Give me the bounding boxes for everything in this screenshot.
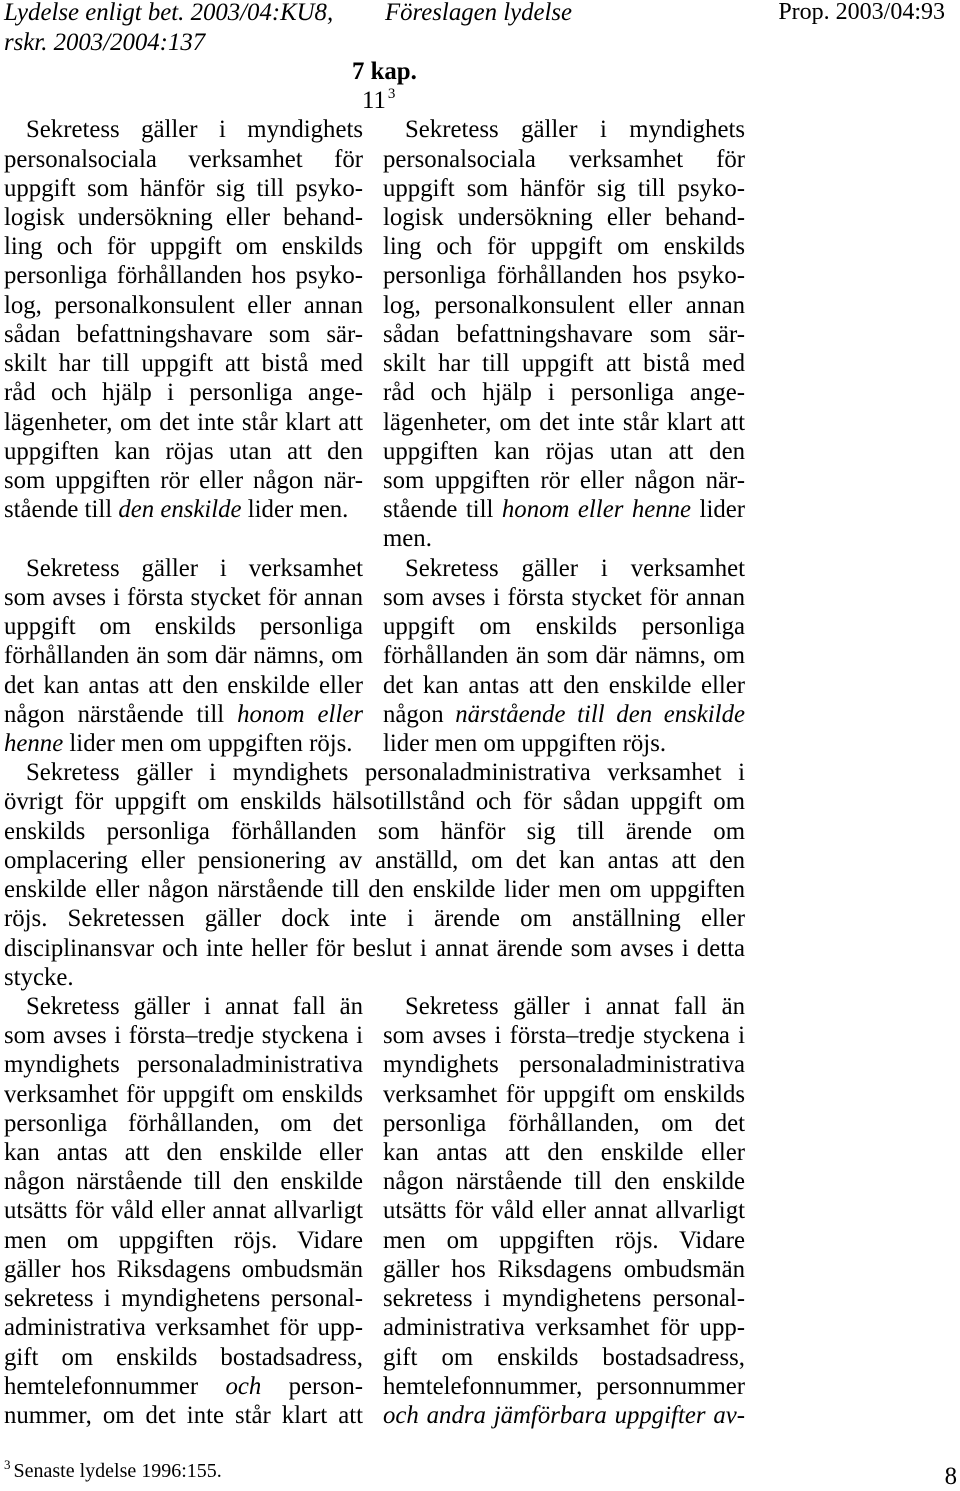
text-line: [383, 495, 745, 524]
text-line: som avses i första–tredje styckena i: [4, 1022, 363, 1050]
paragraph-4-current-wording: [4, 992, 363, 1430]
text-line: Sekretess gäller i myndighets: [405, 116, 745, 144]
paragraph-4-proposed-wording: [383, 992, 745, 1430]
text-line: förhållanden än som där nämns, om: [383, 642, 745, 670]
text-line: log, personalkonsulent eller annan: [383, 291, 745, 319]
text-line: uppgift om enskilds personliga: [4, 613, 363, 641]
text-segment: någon: [383, 700, 456, 728]
text-line: personliga förhållanden hos psyko-: [4, 262, 363, 290]
text-line: [4, 729, 363, 758]
text-line: sekretess i myndighetens personal-: [4, 1285, 363, 1313]
page-number: 8: [944, 1463, 957, 1490]
paragraph-1-proposed-wording: [383, 115, 745, 553]
paragraph-3: [4, 758, 745, 992]
italic-text: närstående till den enskilde: [455, 700, 745, 728]
text-line: lägenheter, om det inte står klart att: [383, 408, 745, 436]
text-line: någon närstående till den enskilde: [383, 1168, 745, 1196]
text-line: hemtelefonnummer, personnummer: [383, 1372, 745, 1400]
text-segment: lider men om uppgiften röjs.: [63, 729, 353, 757]
text-line: verksamhet för uppgift om enskilds: [4, 1080, 363, 1108]
section-number: 11: [362, 87, 386, 114]
text-line: men.: [383, 525, 432, 553]
text-line: Sekretess gäller i annat fall än: [26, 992, 363, 1020]
text-line: förhållanden än som där nämns, om: [4, 642, 363, 670]
text-line: administrativa verksamhet för upp-: [4, 1314, 363, 1342]
text-line: logisk undersökning eller behand-: [4, 204, 363, 232]
text-line: log, personalkonsulent eller annan: [4, 291, 363, 319]
text-line: administrativa verksamhet för upp-: [383, 1314, 745, 1342]
text-line: lägenheter, om det inte står klart att: [4, 408, 363, 436]
text-line: ling och för uppgift om enskilds: [4, 233, 363, 261]
section-heading: [362, 86, 395, 119]
text-line: personliga förhållanden, om det: [383, 1109, 745, 1137]
text-line: [4, 1372, 363, 1401]
text-line: det kan antas att den enskilde eller: [4, 671, 363, 699]
paragraph-2-proposed-wording: [383, 554, 745, 759]
text-line: myndighets personaladministrativa: [383, 1051, 745, 1079]
paragraph-1: [4, 115, 745, 553]
text-line: som avses i första stycket för annan: [4, 583, 363, 611]
text-line: sådan befattningshavare som sär-: [4, 320, 363, 348]
text-line: personalsociala verksamhet för: [4, 145, 363, 173]
paragraph-1-current-wording: [4, 115, 363, 524]
text-segment: person-: [261, 1372, 363, 1400]
text-line: utsätts för våld eller annat allvarligt: [383, 1197, 745, 1225]
text-line: logisk undersökning eller behand-: [383, 204, 745, 232]
text-line: personalsociala verksamhet för: [383, 145, 745, 173]
italic-text: honom eller henne: [501, 496, 692, 524]
text-line: personliga förhållanden, om det: [4, 1109, 363, 1137]
text-line: uppgift som hänför sig till psyko-: [4, 174, 363, 202]
paragraph-2: [4, 554, 745, 759]
text-segment: hemtelefonnummer: [4, 1372, 226, 1400]
italic-text-line: och andra jämförbara uppgifter av-: [383, 1402, 745, 1430]
text-line: Sekretess gäller i myndighets personaladministrativa verksamhet i: [26, 759, 745, 787]
text-line: någon närstående till den enskilde: [4, 1168, 363, 1196]
text-line: gäller hos Riksdagens ombudsmän: [383, 1255, 745, 1283]
text-line: råd och hjälp i personliga ange-: [4, 379, 363, 407]
footnote-text: Senaste lydelse 1996:155.: [13, 1460, 222, 1482]
statute-text: [4, 115, 745, 1430]
text-line: disciplinansvar och inte heller för beslut i annat ärende som avses i detta: [4, 934, 745, 962]
current-wording-heading: Lydelse enligt bet. 2003/04:KU8,: [4, 0, 334, 27]
text-line: uppgift som hänför sig till psyko-: [383, 174, 745, 202]
text-segment: lider men.: [241, 496, 349, 524]
text-line: lider men om uppgiften röjs.: [383, 729, 667, 757]
text-line: myndighets personaladministrativa: [4, 1051, 363, 1079]
text-line: som uppgiften rör eller någon när-: [383, 467, 745, 495]
current-wording-heading-cont: rskr. 2003/2004:137: [4, 28, 206, 56]
italic-text: henne: [4, 729, 64, 757]
chapter-heading: 7 kap.: [352, 57, 417, 85]
italic-text: honom eller: [237, 700, 363, 728]
text-line: röjs. Sekretessen gäller dock inte i ärende om anställning eller: [4, 905, 745, 933]
text-line: skilt har till uppgift att bistå med: [4, 350, 363, 378]
section-footnote-ref: 3: [387, 86, 396, 102]
proposition-reference: Prop. 2003/04:93: [778, 0, 945, 26]
text-line: som avses i första–tredje styckena i: [383, 1022, 745, 1050]
text-line: nummer, om det inte står klart att: [4, 1402, 363, 1430]
text-line: utsätts för våld eller annat allvarligt: [4, 1197, 363, 1225]
paragraph-2-current-wording: [4, 554, 363, 759]
text-line: omplacering eller pensionering av anställd, om det kan antas att den: [4, 846, 745, 874]
text-line: som avses i första stycket för annan: [383, 583, 745, 611]
text-segment: stående till: [4, 496, 119, 524]
text-line: sådan befattningshavare som sär-: [383, 320, 745, 348]
text-line: som uppgiften rör eller någon när-: [4, 467, 363, 495]
text-line: ling och för uppgift om enskilds: [383, 233, 745, 261]
italic-text: och: [225, 1372, 262, 1400]
text-line: Sekretess gäller i annat fall än: [405, 992, 745, 1020]
text-line: [383, 700, 745, 729]
text-line: stycke.: [4, 963, 74, 991]
text-line: uppgiften kan röjas utan att den: [383, 437, 745, 465]
text-line: [4, 700, 363, 729]
text-line: skilt har till uppgift att bistå med: [383, 350, 745, 378]
text-line: verksamhet för uppgift om enskilds: [383, 1080, 745, 1108]
footnote: [4, 1459, 222, 1485]
text-line: [4, 495, 363, 524]
text-line: men om uppgiften röjs. Vidare: [4, 1226, 363, 1254]
proposed-wording-heading: Föreslagen lydelse: [385, 0, 573, 27]
text-line: kan antas att den enskilde eller: [383, 1139, 745, 1167]
text-line: personliga förhållanden hos psyko-: [383, 262, 745, 290]
italic-text: den enskilde: [118, 496, 242, 524]
text-line: Sekretess gäller i verksamhet: [405, 554, 745, 582]
text-segment: någon närstående till: [4, 700, 238, 728]
text-line: sekretess i myndighetens personal-: [383, 1285, 745, 1313]
text-line: gift om enskilds bostadsadress,: [4, 1343, 363, 1371]
footnote-ref: 3: [4, 1457, 11, 1472]
text-line: det kan antas att den enskilde eller: [383, 671, 745, 699]
text-line: uppgift om enskilds personliga: [383, 613, 745, 641]
text-line: gift om enskilds bostadsadress,: [383, 1343, 745, 1371]
text-line: råd och hjälp i personliga ange-: [383, 379, 745, 407]
text-line: Sekretess gäller i myndighets: [26, 116, 363, 144]
text-line: gäller hos Riksdagens ombudsmän: [4, 1255, 363, 1283]
text-line: men om uppgiften röjs. Vidare: [383, 1226, 745, 1254]
text-line: övrigt för uppgift om enskilds hälsotillstånd och för sådan uppgift om: [4, 788, 745, 816]
text-line: uppgiften kan röjas utan att den: [4, 437, 363, 465]
paragraph-4: [4, 992, 745, 1430]
text-line: kan antas att den enskilde eller: [4, 1139, 363, 1167]
text-segment: lider: [691, 496, 745, 524]
text-line: enskilds personliga förhållanden som hänför sig till ärende om: [4, 817, 745, 845]
text-segment: stående till: [383, 496, 502, 524]
text-line: enskilde eller någon närstående till den enskilde lider men om uppgiften: [4, 876, 745, 904]
text-line: Sekretess gäller i verksamhet: [26, 554, 363, 582]
